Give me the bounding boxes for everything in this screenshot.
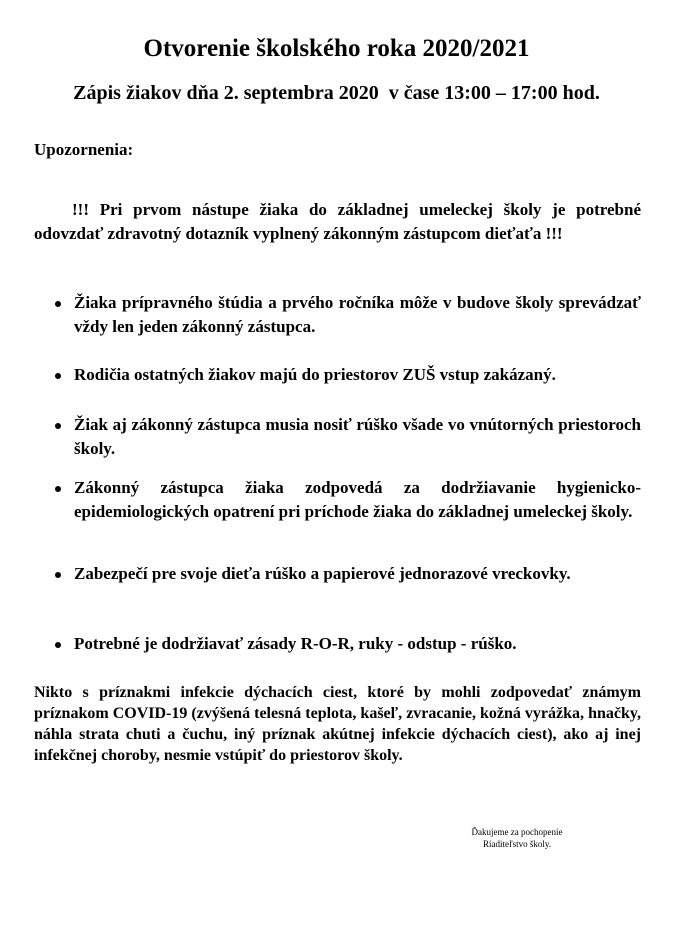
document-subtitle: Zápis žiakov dňa 2. septembra 2020 v čase 13:00 – 17:00 hod. (73, 82, 600, 104)
list-item-text: Zabezpečí pre svoje dieťa rúško a papierové jednorazové vreckovky. (74, 564, 571, 583)
bullet-icon (55, 301, 61, 307)
notice-paragraph: Nikto s príznakmi infekcie dýchacích ciest, ktoré by mohli zodpovedať známym príznakom COVID-19 (zvýšená telesná teplota, kašeľ, zvracanie, kožná vyrážka, hnačky, náhla strata chuti a čuchu, iný príznak akútnej infekcie dýchacích ciest), ako aj inej infekčnej choroby, nesmie vstúpiť do priestorov školy. (34, 684, 641, 764)
list-item-text: Zákonný zástupca žiaka zodpovedá za dodržiavanie hygienicko-epidemiologických opatrení pri príchode žiaka do základnej umeleckej školy. (74, 478, 641, 521)
signature-sender: Riaditeľstvo školy. (482, 839, 552, 849)
list-item (34, 562, 641, 586)
list-item (34, 363, 641, 387)
list-item-text: Žiaka prípravného štúdia a prvého ročníka môže v budove školy sprevádzať vždy len jeden zákonný zástupca. (74, 293, 641, 336)
list-item-text: Rodičia ostatných žiakov majú do priestorov ZUŠ vstup zakázaný. (74, 365, 556, 384)
section-heading: Upozornenia: (34, 140, 134, 159)
bullet-icon (55, 486, 61, 492)
list-item (34, 476, 641, 524)
bullet-icon (55, 572, 61, 578)
list-item (34, 632, 641, 656)
list-item-text: Žiak aj zákonný zástupca musia nosiť rúško všade vo vnútorných priestoroch školy. (74, 415, 641, 458)
signature-thanks: Ďakujeme za pochopenie (471, 827, 563, 837)
list-item (34, 413, 641, 461)
document-title: Otvorenie školského roka 2020/2021 (143, 35, 530, 62)
bullet-icon (55, 642, 61, 648)
bullet-icon (55, 373, 61, 379)
list-item (34, 291, 641, 339)
bullet-icon (55, 423, 61, 429)
intro-paragraph: !!! Pri prvom nástupe žiaka do základnej umeleckej školy je potrebné odovzdať zdravotný dotazník vyplnený zákonným zástupcom dieťaťa !!! (34, 200, 641, 243)
signature-block (462, 826, 572, 850)
list-item-text: Potrebné je dodržiavať zásady R-O-R, ruky - odstup - rúško. (74, 634, 517, 653)
